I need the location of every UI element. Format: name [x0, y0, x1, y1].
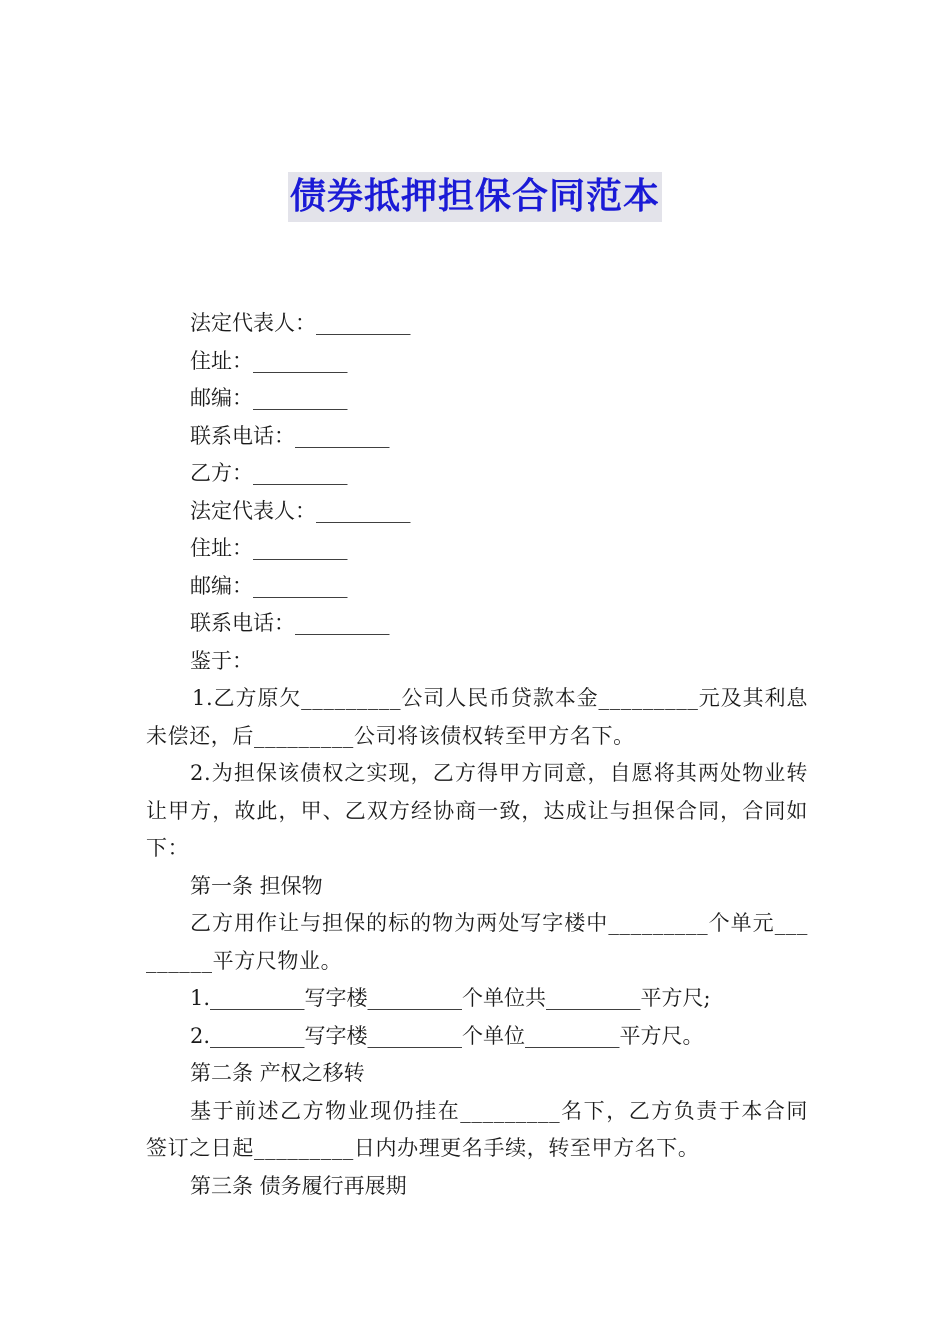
article-1-item-2: 2._________写字楼_________个单位_________平方尺。 [190, 1023, 704, 1048]
article-2-text: 基于前述乙方物业现仍挂在_________名下，乙方负责于本合同签订之日起_________日内办理更名手续，转至甲方名下。 [146, 1098, 808, 1160]
party-b: 乙方：_________ [190, 461, 348, 485]
article-1-text: 乙方用作让与担保的标的物为两处写字楼中_________个单元_________平方尺物业。 [146, 911, 808, 973]
party-a-postcode: 邮编：_________ [190, 386, 348, 410]
recital-2: 2.为担保该债权之实现，乙方得甲方同意，自愿将其两处物业转让甲方，故此，甲、乙双方经协商一致，达成让与担保合同，合同如下： [146, 761, 808, 860]
document-body [146, 305, 808, 1205]
party-b-phone: 联系电话：_________ [190, 611, 390, 635]
whereas-heading: 鉴于： [190, 648, 253, 673]
party-a-address: 住址：_________ [190, 348, 348, 373]
article-1-item-1: 1._________写字楼_________个单位共_________平方尺; [190, 986, 711, 1010]
party-b-legal-rep: 法定代表人：_________ [190, 498, 411, 523]
document-title: 债券抵押担保合同范本 [288, 172, 662, 222]
party-a-legal-rep: 法定代表人：_________ [190, 311, 411, 335]
party-a-phone: 联系电话：_________ [190, 423, 390, 448]
article-2-heading: 第二条 产权之移转 [190, 1061, 365, 1085]
title-wrap [0, 172, 950, 222]
recital-1: 1.乙方原欠_________公司人民币贷款本金_________元及其利息未偿还，后_________公司将该债权转至甲方名下。 [146, 686, 808, 748]
article-3-heading: 第三条 债务履行再展期 [190, 1173, 407, 1198]
article-1-heading: 第一条 担保物 [190, 873, 323, 898]
party-b-postcode: 邮编：_________ [190, 573, 348, 598]
party-b-address: 住址：_________ [190, 536, 348, 560]
